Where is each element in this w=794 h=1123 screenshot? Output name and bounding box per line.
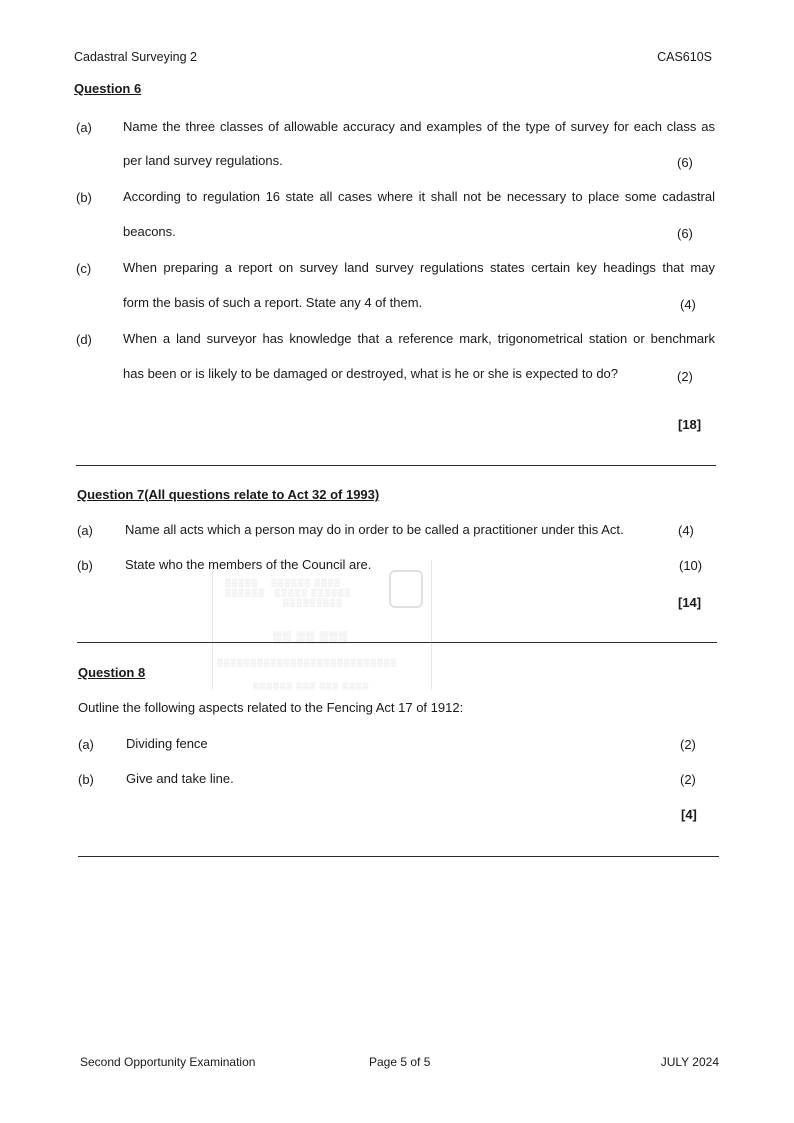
q7-b-label: (b) <box>77 558 93 573</box>
q6-a-marks: (6) <box>677 155 693 170</box>
q6-total: [18] <box>678 417 702 432</box>
q7-a-label: (a) <box>77 523 93 538</box>
question-7-title <box>77 487 379 502</box>
q6-d-label: (d) <box>76 332 92 347</box>
question-7-title-text: Question 7 <box>77 487 145 502</box>
q7-a-marks: (4) <box>678 523 694 538</box>
q6-c-marks: (4) <box>680 297 696 312</box>
q6-a-text-line2: per land survey regulations. <box>123 153 283 168</box>
q6-b-label: (b) <box>76 190 92 205</box>
q6-a-text-line1: Name the three classes of allowable accuracy and examples of the type of survey for each class as <box>123 119 715 134</box>
question-6-title: Question 6 <box>74 81 142 96</box>
official-stamp-faint: ▒▒▒▒▒ ▒▒▒▒▒▒ ▒▒▒▒ ▒▒▒▒▒▒ ▒▒▒▒▒ ▒▒▒▒▒▒ ▒▒▒▒▒▒▒▒▒ ▒▒ ▒▒ ▒▒▒ ▒▒▒▒▒▒▒▒▒▒▒▒▒▒▒▒▒▒▒▒▒▒▒▒▒▒▒ ▒▒▒▒▒▒ ▒▒▒ ▒▒▒ ▒▒▒▒ <box>212 560 432 690</box>
q7-b-text: State who the members of the Council are. <box>125 557 372 572</box>
q6-d-marks: (2) <box>677 369 693 384</box>
q7-b-marks: (10) <box>679 558 703 573</box>
q8-total: [4] <box>681 807 697 822</box>
q6-a-label: (a) <box>76 120 92 135</box>
q8-a-text: Dividing fence <box>126 736 208 751</box>
divider <box>76 465 716 466</box>
question-8-title: Question 8 <box>78 665 146 680</box>
course-code: CAS610S <box>657 50 712 64</box>
footer-exam-name: Second Opportunity Examination <box>80 1055 256 1069</box>
q6-b-text-line1: According to regulation 16 state all cases where it shall not be necessary to place some cadastral <box>123 189 715 204</box>
q8-intro: Outline the following aspects related to the Fencing Act 17 of 1912: <box>78 700 464 715</box>
q7-total: [14] <box>678 595 702 610</box>
divider <box>78 856 719 857</box>
stamp-logo <box>389 570 423 608</box>
q8-b-marks: (2) <box>680 772 696 787</box>
q8-a-marks: (2) <box>680 737 696 752</box>
q8-a-label: (a) <box>78 737 94 752</box>
q8-b-label: (b) <box>78 772 94 787</box>
q6-c-text-line1: When preparing a report on survey land survey regulations states certain key headings that may <box>123 260 715 275</box>
q7-a-text: Name all acts which a person may do in order to be called a practitioner under this Act. <box>125 522 624 537</box>
question-7-subtitle: (All questions relate to Act 32 of 1993) <box>144 487 380 502</box>
q6-b-text-line2: beacons. <box>123 224 176 239</box>
q6-d-text-line2: has been or is likely to be damaged or destroyed, what is he or she is expected to do? <box>123 366 619 381</box>
footer-date: JULY 2024 <box>660 1055 719 1069</box>
q6-c-label: (c) <box>76 261 92 276</box>
q6-b-marks: (6) <box>677 226 693 241</box>
q6-c-text-line2: form the basis of such a report. State any 4 of them. <box>123 295 423 310</box>
page-number: Page 5 of 5 <box>369 1055 431 1069</box>
q8-b-text: Give and take line. <box>126 771 234 786</box>
q6-d-text-line1: When a land surveyor has knowledge that a reference mark, trigonometrical station or benchmark <box>123 331 715 346</box>
course-name: Cadastral Surveying 2 <box>74 50 197 64</box>
